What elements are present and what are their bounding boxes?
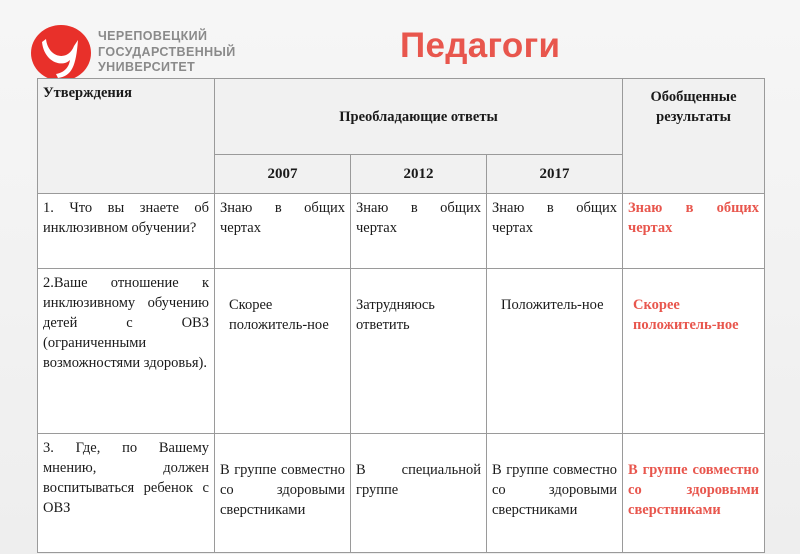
answer-2017-cell: Знаю в общих чертах [487,194,623,269]
question-cell: 1. Что вы знаете об инклюзивном обучении? [38,194,215,269]
header-year-2007: 2007 [215,155,351,194]
university-name [98,29,236,76]
answer-2007-cell: В группе совместно со здоровыми сверстниками [215,434,351,553]
answer-2017-cell: В группе совместно со здоровыми сверстниками [487,434,623,553]
header-generalized-results: Обобщенные результаты [623,79,765,194]
answer-2007-cell: Знаю в общих чертах [215,194,351,269]
header-year-2012: 2012 [351,155,487,194]
table-row [38,269,765,434]
answer-2012-cell: Знаю в общих чертах [351,194,487,269]
university-logo-icon [28,22,94,84]
table-row [38,194,765,269]
answer-2012-cell: Затрудняюсь ответить [351,269,487,434]
result-cell: В группе совместно со здоровыми сверстниками [623,434,765,553]
university-name-line1: ЧЕРЕПОВЕЦКИЙ [98,29,208,43]
header-prevailing-answers: Преобладающие ответы [215,79,623,155]
result-cell: Скорее положитель-ное [623,269,765,434]
university-name-line2: ГОСУДАРСТВЕННЫЙ [98,44,236,59]
header-year-2017: 2017 [487,155,623,194]
university-name-line3: УНИВЕРСИТЕТ [98,60,196,74]
page-title: Педагоги [400,26,561,65]
question-cell: 3. Где, по Вашему мнению, должен воспитываться ребенок с ОВЗ [38,434,215,553]
table-header-row [38,79,765,155]
answer-2012-cell: В специальной группе [351,434,487,553]
question-cell: 2.Ваше отношение к инклюзивному обучению детей с ОВЗ (ограниченными возможностями здоровья). [38,269,215,434]
answer-2007-cell: Скорее положитель-ное [215,269,351,434]
header-statements: Утверждения [38,79,215,194]
answer-2017-cell: Положитель-ное [487,269,623,434]
table-row [38,434,765,553]
survey-table [37,78,765,553]
result-cell: Знаю в общих чертах [623,194,765,269]
